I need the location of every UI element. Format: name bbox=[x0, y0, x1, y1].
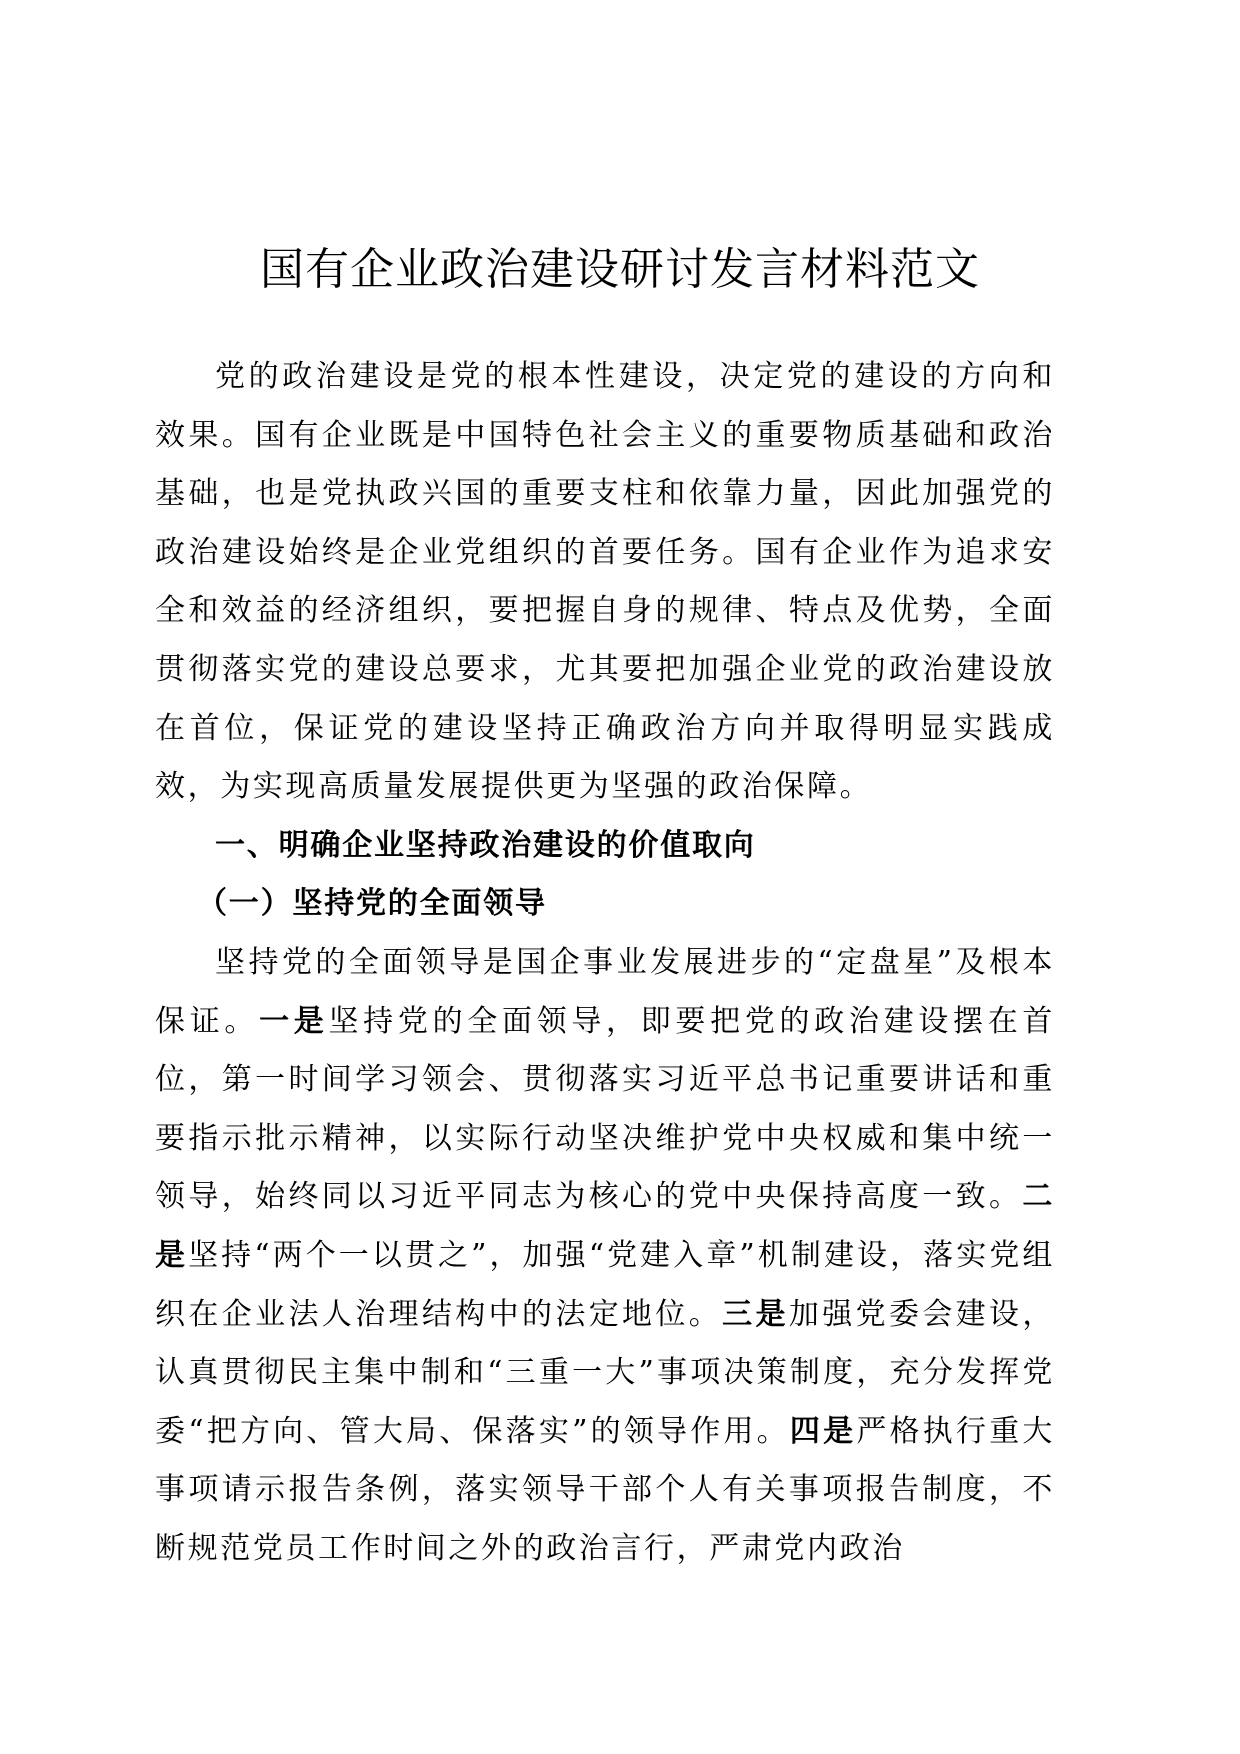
point-marker-3: 三是 bbox=[722, 1296, 789, 1332]
subsection-heading: （一）坚持党的全面领导 bbox=[197, 886, 547, 922]
document-title: 国有企业政治建设研讨发言材料范文 bbox=[260, 244, 980, 295]
point-text-2: 坚持“两个一以贯之”，加强“党建入章”机制建设，落实党组织在企业法人治理结构中的法定地位。 bbox=[155, 1237, 1055, 1332]
intro-paragraph: 党的政治建设是党的根本性建设，决定党的建设的方向和效果。国有企业既是中国特色社会主义的重要物质基础和政治基础，也是党执政兴国的重要支柱和依靠力量，因此加强党的政治建设始终是企业党组织的首要任务。国有企业作为追求安全和效益的经济组织，要把握自身的规律、特点及优势，全面贯彻落实党的建设总要求，尤其要把加强企业党的政治建设放在首位，保证党的建设坚持正确政治方向并取得明显实践成效，为实现高质量发展提供更为坚强的政治保障。 bbox=[155, 359, 1055, 805]
document-body bbox=[155, 348, 1055, 1578]
section-heading: 一、明确企业坚持政治建设的价值取向 bbox=[215, 827, 756, 863]
leadership-paragraph bbox=[155, 934, 1055, 1579]
paragraph-lead-text: 坚持党的全面领导是国企事业发展进步的“定盘星”及根本保证。 bbox=[155, 944, 1055, 1039]
point-text-4: 严格执行重大事项请示报告条例，落实领导干部个人有关事项报告制度，不断规范党员工作时间之外的政治言行，严肃党内政治 bbox=[155, 1413, 1055, 1566]
point-marker-1: 一是 bbox=[259, 1003, 329, 1039]
point-text-3: 加强党委会建设，认真贯彻民主集中制和“三重一大”事项决策制度，充分发挥党委“把方向、管大局、保落实”的领导作用。 bbox=[155, 1296, 1056, 1449]
point-text-1: 坚持党的全面领导，即要把党的政治建设摆在首位，第一时间学习领会、贯彻落实习近平总书记重要讲话和重要指示批示精神，以实际行动坚决维护党中央权威和集中统一领导，始终同以习近平同志为核心的党中央保持高度一致。 bbox=[155, 1003, 1055, 1215]
point-marker-4: 四是 bbox=[789, 1413, 857, 1449]
point-marker-2: 二是 bbox=[155, 1179, 1055, 1273]
